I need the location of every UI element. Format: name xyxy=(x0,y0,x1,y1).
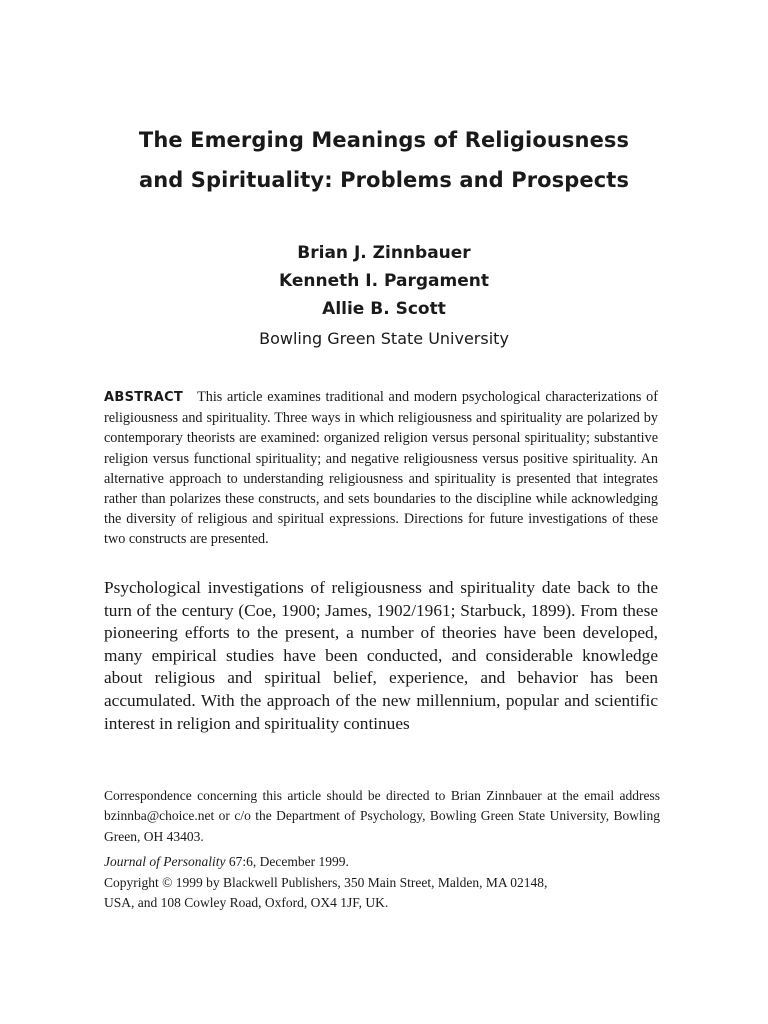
title-line-2: and Spirituality: Problems and Prospects xyxy=(138,168,630,192)
correspondence-note: Correspondence concerning this article should be directed to Brian Zinnbauer at the email address bzinnba@choice.net or c/o the Department of Psychology, Bowling Green State University, Bowling Green, OH 43403. xyxy=(104,788,660,844)
title-line-1: The Emerging Meanings of Religiousness xyxy=(138,128,630,152)
copyright-line: Copyright © 1999 by Blackwell Publishers, 350 Main Street, Malden, MA 02148, xyxy=(104,874,548,890)
body-paragraph: Psychological investigations of religiousness and spirituality date back to the turn of the century (Coe, 1900; James, 1902/1961; Starbuck, 1899). From these pioneering efforts to the present, a number of theories have been developed, many empirical studies have been conducted, and considerable knowledge about religious and spiritual belief, experience, and behavior has been accumulated. With the approach of the new millennium, popular and scientific interest in religion and spirituality continues xyxy=(104,578,658,733)
abstract-text: This article examines traditional and modern psychological characterizations of religiousness and spirituality. Three ways in which religiousness and spirituality are polarized by contemporary theorists are examined: organized religion versus personal spirituality; substantive religion versus functional spirituality; and negative religiousness versus positive spirituality. An alternative approach to understanding religiousness and spirituality is presented that integrates rather than polarizes these constructs, and sets boundaries to the discipline while acknowledging the diversity of religious and spiritual expressions. Directions for future investigations of these two constructs are presented. xyxy=(104,389,658,548)
article-title xyxy=(60,120,708,200)
affiliation: Bowling Green State University xyxy=(259,329,509,348)
author-name: Allie B. Scott xyxy=(322,299,446,319)
author-name: Kenneth I. Pargament xyxy=(279,271,489,291)
abstract xyxy=(104,387,658,550)
copyright-line: USA, and 108 Cowley Road, Oxford, OX4 1JF, UK. xyxy=(104,895,389,911)
footnote xyxy=(104,786,660,913)
journal-issue: 67:6, December 1999. xyxy=(225,854,349,870)
abstract-label: ABSTRACT xyxy=(104,390,184,405)
author-block xyxy=(60,239,708,354)
journal-name: Journal of Personality xyxy=(104,854,226,870)
author-name: Brian J. Zinnbauer xyxy=(297,243,471,263)
journal-citation xyxy=(104,852,660,872)
